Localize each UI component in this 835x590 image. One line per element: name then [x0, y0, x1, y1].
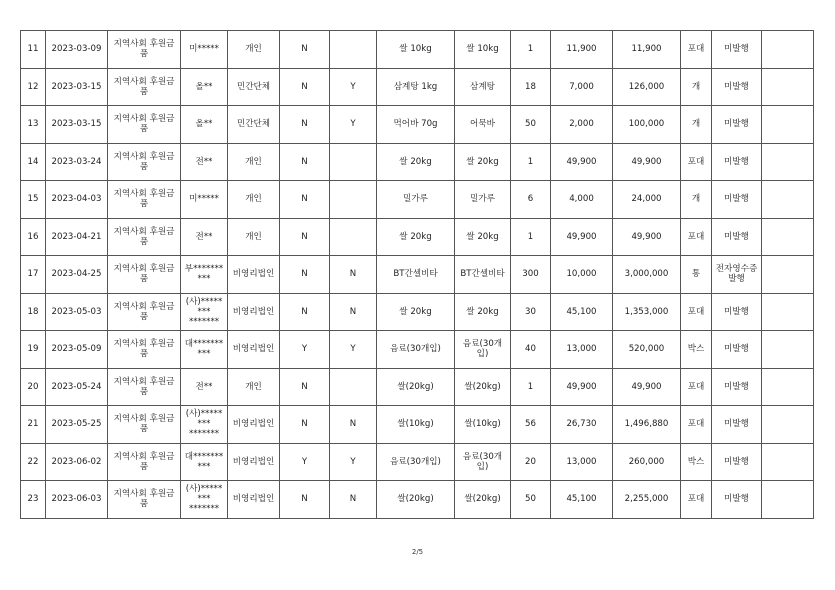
date-cell: 2023-05-25 [46, 406, 108, 444]
flag-b-cell [330, 218, 377, 256]
donor-type-cell: 비영리법인 [228, 443, 280, 481]
item-cell: 쌀(10kg) [377, 406, 455, 444]
item-detail-cell: 쌀(10kg) [455, 406, 511, 444]
amount-cell: 49,900 [613, 143, 681, 181]
donor-cell: 미***** [181, 181, 228, 219]
table-row [21, 443, 814, 481]
flag-a-cell: Y [280, 331, 330, 369]
flag-b-cell: Y [330, 331, 377, 369]
unit-cell: 포대 [681, 31, 712, 69]
receipt-status-cell: 미발행 [712, 218, 762, 256]
date-cell: 2023-03-15 [46, 106, 108, 144]
table-row [21, 31, 814, 69]
table-row [21, 256, 814, 294]
table-row [21, 293, 814, 331]
empty-cell [762, 443, 814, 481]
amount-cell: 11,900 [613, 31, 681, 69]
flag-a-cell: N [280, 143, 330, 181]
row-number-cell: 23 [21, 481, 46, 519]
date-cell: 2023-03-24 [46, 143, 108, 181]
unit-cell: 포대 [681, 368, 712, 406]
ledger-body [21, 31, 814, 519]
category-cell: 지역사회 후원금품 [108, 331, 181, 369]
row-number-cell: 20 [21, 368, 46, 406]
flag-b-cell [330, 181, 377, 219]
donor-cell: 부******* *** [181, 256, 228, 294]
row-number-cell: 17 [21, 256, 46, 294]
amount-cell: 2,255,000 [613, 481, 681, 519]
item-cell: 쌀 20kg [377, 218, 455, 256]
row-number-cell: 15 [21, 181, 46, 219]
flag-a-cell: N [280, 181, 330, 219]
item-detail-cell: 쌀(20kg) [455, 481, 511, 519]
empty-cell [762, 143, 814, 181]
date-cell: 2023-04-21 [46, 218, 108, 256]
flag-b-cell: N [330, 481, 377, 519]
flag-a-cell: N [280, 368, 330, 406]
amount-cell: 100,000 [613, 106, 681, 144]
unit-price-cell: 7,000 [551, 68, 613, 106]
donor-cell: (사)******** ******* [181, 406, 228, 444]
flag-a-cell: N [280, 68, 330, 106]
receipt-status-cell: 미발행 [712, 443, 762, 481]
item-detail-cell: 음료(30개입) [455, 443, 511, 481]
item-cell: 쌀 20kg [377, 293, 455, 331]
amount-cell: 260,000 [613, 443, 681, 481]
quantity-cell: 18 [511, 68, 551, 106]
row-number-cell: 14 [21, 143, 46, 181]
unit-cell: 개 [681, 181, 712, 219]
donor-type-cell: 비영리법인 [228, 293, 280, 331]
row-number-cell: 21 [21, 406, 46, 444]
donation-ledger-table [20, 30, 814, 519]
donor-type-cell: 개인 [228, 181, 280, 219]
quantity-cell: 40 [511, 331, 551, 369]
quantity-cell: 300 [511, 256, 551, 294]
receipt-status-cell: 미발행 [712, 331, 762, 369]
quantity-cell: 30 [511, 293, 551, 331]
quantity-cell: 6 [511, 181, 551, 219]
receipt-status-cell: 미발행 [712, 293, 762, 331]
receipt-status-cell: 미발행 [712, 31, 762, 69]
amount-cell: 3,000,000 [613, 256, 681, 294]
date-cell: 2023-05-09 [46, 331, 108, 369]
donor-cell: 전** [181, 368, 228, 406]
donor-cell: 올** [181, 106, 228, 144]
page-number: 2/5 [411, 548, 424, 556]
flag-b-cell: N [330, 406, 377, 444]
empty-cell [762, 218, 814, 256]
item-detail-cell: BT간셀비타 [455, 256, 511, 294]
item-cell: 쌀(20kg) [377, 368, 455, 406]
unit-price-cell: 49,900 [551, 368, 613, 406]
unit-price-cell: 45,100 [551, 293, 613, 331]
flag-a-cell: N [280, 218, 330, 256]
flag-b-cell: Y [330, 443, 377, 481]
unit-cell: 통 [681, 256, 712, 294]
row-number-cell: 22 [21, 443, 46, 481]
item-detail-cell: 삼계탕 [455, 68, 511, 106]
flag-a-cell: Y [280, 443, 330, 481]
item-cell: 먹어바 70g [377, 106, 455, 144]
empty-cell [762, 68, 814, 106]
donor-type-cell: 비영리법인 [228, 256, 280, 294]
item-detail-cell: 어묵바 [455, 106, 511, 144]
table-row [21, 106, 814, 144]
amount-cell: 1,353,000 [613, 293, 681, 331]
table-row [21, 368, 814, 406]
quantity-cell: 1 [511, 31, 551, 69]
flag-b-cell [330, 143, 377, 181]
donor-type-cell: 개인 [228, 143, 280, 181]
item-cell: 쌀(20kg) [377, 481, 455, 519]
date-cell: 2023-03-15 [46, 68, 108, 106]
unit-price-cell: 26,730 [551, 406, 613, 444]
donor-cell: 대******* *** [181, 331, 228, 369]
item-cell: 밀가루 [377, 181, 455, 219]
row-number-cell: 11 [21, 31, 46, 69]
date-cell: 2023-05-24 [46, 368, 108, 406]
receipt-status-cell: 전자영수증발행 [712, 256, 762, 294]
unit-cell: 포대 [681, 481, 712, 519]
unit-price-cell: 13,000 [551, 331, 613, 369]
donor-cell: 대******* *** [181, 443, 228, 481]
donor-type-cell: 개인 [228, 218, 280, 256]
table-row [21, 143, 814, 181]
category-cell: 지역사회 후원금품 [108, 68, 181, 106]
receipt-status-cell: 미발행 [712, 481, 762, 519]
category-cell: 지역사회 후원금품 [108, 106, 181, 144]
quantity-cell: 50 [511, 106, 551, 144]
row-number-cell: 18 [21, 293, 46, 331]
date-cell: 2023-06-03 [46, 481, 108, 519]
donor-cell: 전** [181, 218, 228, 256]
unit-price-cell: 49,900 [551, 218, 613, 256]
flag-a-cell: N [280, 31, 330, 69]
quantity-cell: 1 [511, 143, 551, 181]
unit-cell: 박스 [681, 443, 712, 481]
item-detail-cell: 쌀 20kg [455, 293, 511, 331]
item-detail-cell: 쌀 10kg [455, 31, 511, 69]
donor-type-cell: 비영리법인 [228, 331, 280, 369]
flag-b-cell [330, 31, 377, 69]
category-cell: 지역사회 후원금품 [108, 406, 181, 444]
item-cell: 삼계탕 1kg [377, 68, 455, 106]
flag-a-cell: N [280, 106, 330, 144]
empty-cell [762, 331, 814, 369]
donor-type-cell: 개인 [228, 368, 280, 406]
date-cell: 2023-04-03 [46, 181, 108, 219]
receipt-status-cell: 미발행 [712, 406, 762, 444]
flag-a-cell: N [280, 406, 330, 444]
unit-price-cell: 13,000 [551, 443, 613, 481]
donor-type-cell: 비영리법인 [228, 481, 280, 519]
empty-cell [762, 406, 814, 444]
table-row [21, 181, 814, 219]
category-cell: 지역사회 후원금품 [108, 181, 181, 219]
date-cell: 2023-03-09 [46, 31, 108, 69]
item-detail-cell: 음료(30개입) [455, 331, 511, 369]
donor-type-cell: 민간단체 [228, 106, 280, 144]
category-cell: 지역사회 후원금품 [108, 218, 181, 256]
category-cell: 지역사회 후원금품 [108, 481, 181, 519]
item-detail-cell: 쌀 20kg [455, 143, 511, 181]
category-cell: 지역사회 후원금품 [108, 293, 181, 331]
donor-cell: 전** [181, 143, 228, 181]
quantity-cell: 20 [511, 443, 551, 481]
empty-cell [762, 256, 814, 294]
empty-cell [762, 181, 814, 219]
receipt-status-cell: 미발행 [712, 143, 762, 181]
unit-cell: 포대 [681, 406, 712, 444]
table-row [21, 481, 814, 519]
amount-cell: 1,496,880 [613, 406, 681, 444]
receipt-status-cell: 미발행 [712, 106, 762, 144]
quantity-cell: 50 [511, 481, 551, 519]
item-detail-cell: 쌀 20kg [455, 218, 511, 256]
receipt-status-cell: 미발행 [712, 181, 762, 219]
donor-cell: 올** [181, 68, 228, 106]
category-cell: 지역사회 후원금품 [108, 31, 181, 69]
category-cell: 지역사회 후원금품 [108, 368, 181, 406]
item-cell: BT간셀비타 [377, 256, 455, 294]
unit-cell: 개 [681, 68, 712, 106]
quantity-cell: 1 [511, 218, 551, 256]
donor-cell: (사)******** ******* [181, 293, 228, 331]
empty-cell [762, 481, 814, 519]
empty-cell [762, 31, 814, 69]
receipt-status-cell: 미발행 [712, 68, 762, 106]
unit-price-cell: 11,900 [551, 31, 613, 69]
flag-a-cell: N [280, 256, 330, 294]
item-detail-cell: 쌀(20kg) [455, 368, 511, 406]
flag-a-cell: N [280, 293, 330, 331]
flag-a-cell: N [280, 481, 330, 519]
row-number-cell: 12 [21, 68, 46, 106]
flag-b-cell [330, 368, 377, 406]
category-cell: 지역사회 후원금품 [108, 143, 181, 181]
unit-cell: 박스 [681, 331, 712, 369]
amount-cell: 49,900 [613, 218, 681, 256]
row-number-cell: 16 [21, 218, 46, 256]
unit-price-cell: 45,100 [551, 481, 613, 519]
item-cell: 음료(30개입) [377, 443, 455, 481]
item-cell: 쌀 20kg [377, 143, 455, 181]
unit-price-cell: 10,000 [551, 256, 613, 294]
flag-b-cell: Y [330, 106, 377, 144]
amount-cell: 520,000 [613, 331, 681, 369]
receipt-status-cell: 미발행 [712, 368, 762, 406]
table-row [21, 68, 814, 106]
unit-cell: 포대 [681, 218, 712, 256]
category-cell: 지역사회 후원금품 [108, 256, 181, 294]
quantity-cell: 56 [511, 406, 551, 444]
empty-cell [762, 106, 814, 144]
unit-price-cell: 4,000 [551, 181, 613, 219]
donor-cell: 미***** [181, 31, 228, 69]
empty-cell [762, 293, 814, 331]
table-row [21, 331, 814, 369]
unit-cell: 개 [681, 106, 712, 144]
date-cell: 2023-04-25 [46, 256, 108, 294]
unit-cell: 포대 [681, 293, 712, 331]
unit-cell: 포대 [681, 143, 712, 181]
quantity-cell: 1 [511, 368, 551, 406]
item-cell: 음료(30개입) [377, 331, 455, 369]
amount-cell: 49,900 [613, 368, 681, 406]
row-number-cell: 19 [21, 331, 46, 369]
flag-b-cell: N [330, 256, 377, 294]
donor-type-cell: 비영리법인 [228, 406, 280, 444]
row-number-cell: 13 [21, 106, 46, 144]
date-cell: 2023-06-02 [46, 443, 108, 481]
amount-cell: 126,000 [613, 68, 681, 106]
date-cell: 2023-05-03 [46, 293, 108, 331]
donor-cell: (사)******** ******* [181, 481, 228, 519]
empty-cell [762, 368, 814, 406]
donor-type-cell: 민간단체 [228, 68, 280, 106]
flag-b-cell: Y [330, 68, 377, 106]
donor-type-cell: 개인 [228, 31, 280, 69]
category-cell: 지역사회 후원금품 [108, 443, 181, 481]
unit-price-cell: 49,900 [551, 143, 613, 181]
flag-b-cell: N [330, 293, 377, 331]
item-cell: 쌀 10kg [377, 31, 455, 69]
table-row [21, 218, 814, 256]
item-detail-cell: 밀가루 [455, 181, 511, 219]
unit-price-cell: 2,000 [551, 106, 613, 144]
table-row [21, 406, 814, 444]
amount-cell: 24,000 [613, 181, 681, 219]
